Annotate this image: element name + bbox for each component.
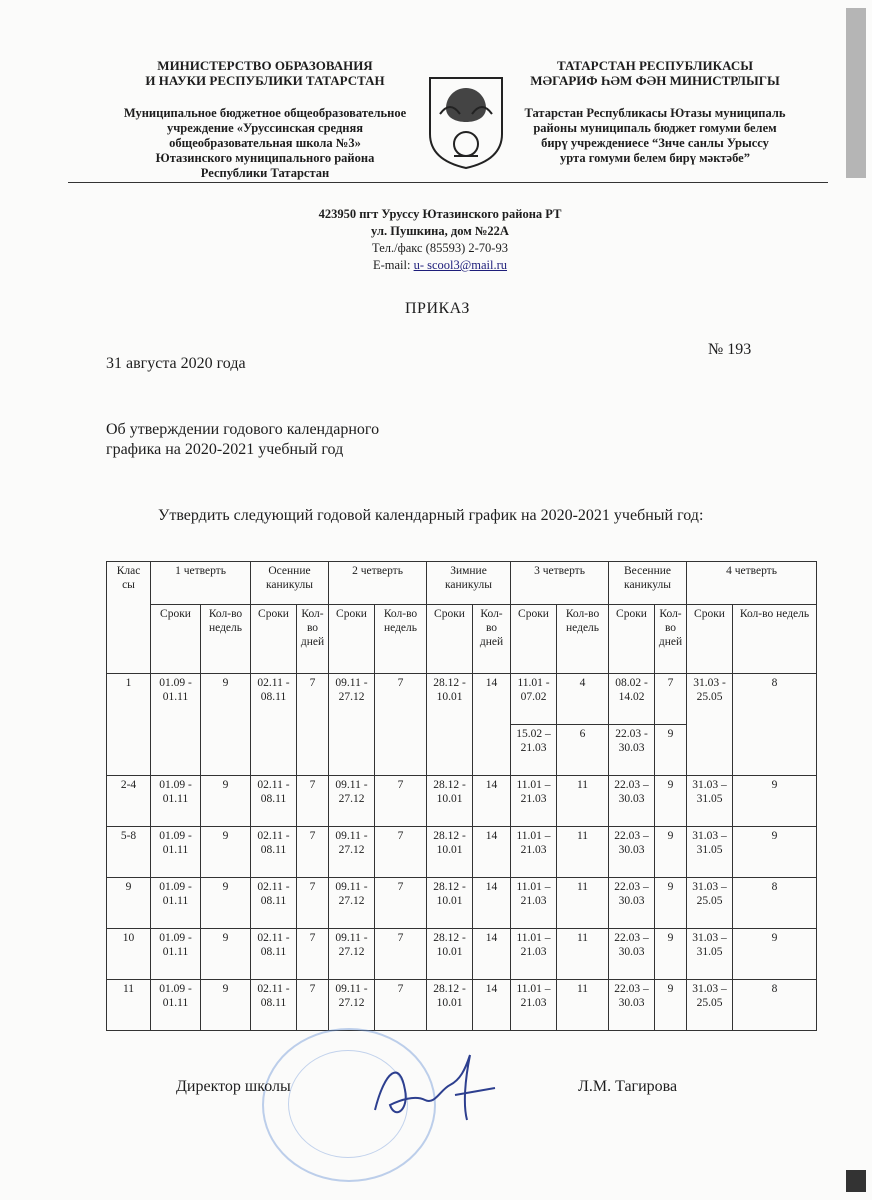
cell-class: 1: [107, 674, 151, 776]
table-row: [107, 674, 817, 725]
ministry-tt-line: ТАТАРСТАН РЕСПУБЛИКАСЫ: [557, 58, 753, 73]
cell-count: 8: [733, 980, 817, 1031]
cell-count: 9: [655, 827, 687, 878]
cell-count: 9: [655, 878, 687, 929]
table-header-row: [107, 562, 817, 605]
document-subject: [106, 420, 379, 460]
col-days: Кол-во дней: [297, 605, 329, 674]
col-term: Сроки: [427, 605, 473, 674]
cell-term: 09.11 - 27.12: [329, 776, 375, 827]
cell-count: 9: [201, 776, 251, 827]
school-tt-line: районы муниципаль бюджет гомуми белем: [533, 121, 777, 135]
table-row: [107, 776, 817, 827]
director-name: Л.М. Тагирова: [578, 1078, 678, 1095]
cell-count: 9: [733, 929, 817, 980]
table-subheader-row: [107, 605, 817, 674]
cell-term: 01.09 - 01.11: [151, 827, 201, 878]
director-label: Директор школы: [176, 1078, 291, 1095]
cell-count: 11: [557, 878, 609, 929]
cell-count: 7: [375, 980, 427, 1031]
col-weeks: Кол-во недель: [201, 605, 251, 674]
cell-term: 11.01 - 07.02: [511, 674, 557, 725]
cell-count: 9: [201, 878, 251, 929]
cell-term: 15.02 – 21.03: [511, 725, 557, 776]
col-days: Кол-во дней: [473, 605, 511, 674]
cell-term: 02.11 - 08.11: [251, 980, 297, 1031]
cell-term: 31.03 – 25.05: [687, 980, 733, 1031]
cell-term: 09.11 - 27.12: [329, 980, 375, 1031]
col-group-q3: 3 четверть: [511, 562, 609, 605]
cell-count: 7: [375, 929, 427, 980]
col-weeks: Кол-во недель: [733, 605, 817, 674]
cell-term: 22.03 – 30.03: [609, 827, 655, 878]
header-left: [100, 58, 430, 181]
cell-count: 7: [297, 980, 329, 1031]
cell-count: 7: [375, 827, 427, 878]
document-number: № 193: [708, 341, 752, 358]
cell-count: 9: [655, 725, 687, 776]
cell-term: 22.03 – 30.03: [609, 776, 655, 827]
email-link[interactable]: u- scool3@mail.ru: [413, 258, 508, 272]
col-term: Сроки: [251, 605, 297, 674]
cell-class: 11: [107, 980, 151, 1031]
cell-term: 31.03 – 25.05: [687, 878, 733, 929]
cell-term: 02.11 - 08.11: [251, 674, 297, 776]
cell-term: 01.09 - 01.11: [151, 929, 201, 980]
school-ru-line: Республики Татарстан: [200, 166, 330, 180]
cell-class: 10: [107, 929, 151, 980]
cell-count: 11: [557, 929, 609, 980]
cell-term: 11.01 – 21.03: [511, 980, 557, 1031]
cell-term: 28.12 - 10.01: [427, 878, 473, 929]
cell-term: 01.09 - 01.11: [151, 776, 201, 827]
school-tt-line: бирү учреждениесе “Знче санлы Урыссу: [541, 136, 769, 150]
cell-term: 11.01 – 21.03: [511, 878, 557, 929]
cell-count: 7: [297, 776, 329, 827]
cell-term: 11.01 – 21.03: [511, 827, 557, 878]
cell-term: 22.03 – 30.03: [609, 929, 655, 980]
cell-term: 09.11 - 27.12: [329, 827, 375, 878]
cell-term: 02.11 - 08.11: [251, 929, 297, 980]
document-title: ПРИКАЗ: [405, 300, 470, 317]
col-term: Сроки: [511, 605, 557, 674]
cell-count: 7: [375, 776, 427, 827]
cell-count: 11: [557, 980, 609, 1031]
address-block: [290, 206, 590, 274]
cell-count: 9: [733, 776, 817, 827]
header-divider: [68, 182, 828, 183]
cell-count: 7: [297, 827, 329, 878]
cell-count: 14: [473, 980, 511, 1031]
cell-term: 01.09 - 01.11: [151, 674, 201, 776]
cell-term: 28.12 - 10.01: [427, 674, 473, 776]
cell-term: 02.11 - 08.11: [251, 776, 297, 827]
col-group-autumn: Осенние каникулы: [251, 562, 329, 605]
header-right: [490, 58, 820, 166]
cell-class: 5-8: [107, 827, 151, 878]
cell-count: 4: [557, 674, 609, 725]
cell-count: 7: [297, 929, 329, 980]
cell-term: 28.12 - 10.01: [427, 929, 473, 980]
cell-class: 2-4: [107, 776, 151, 827]
cell-term: 22.03 - 30.03: [609, 725, 655, 776]
cell-term: 31.03 – 31.05: [687, 776, 733, 827]
scan-artifact: [846, 1170, 866, 1192]
school-tt-line: урта гомуми белем бирү мәктәбе”: [560, 151, 750, 165]
col-group-winter: Зимние каникулы: [427, 562, 511, 605]
cell-term: 09.11 - 27.12: [329, 878, 375, 929]
cell-count: 8: [733, 878, 817, 929]
cell-count: 11: [557, 776, 609, 827]
table-row: [107, 878, 817, 929]
email-label: E-mail:: [372, 258, 414, 272]
subject-line: Об утверждении годового календарного: [106, 421, 380, 438]
col-days: Кол-во дней: [655, 605, 687, 674]
ministry-ru: [100, 58, 430, 88]
email-line: [290, 257, 590, 274]
director-signature: [355, 1050, 505, 1130]
cell-count: 9: [201, 929, 251, 980]
cell-count: 9: [655, 980, 687, 1031]
cell-count: 7: [297, 674, 329, 776]
cell-count: 11: [557, 827, 609, 878]
cell-term: 31.03 – 31.05: [687, 929, 733, 980]
cell-term: 28.12 - 10.01: [427, 980, 473, 1031]
col-group-q2: 2 четверть: [329, 562, 427, 605]
school-tt-line: Татарстан Республикасы Ютазы муниципаль: [524, 106, 786, 120]
cell-term: 02.11 - 08.11: [251, 878, 297, 929]
table-row: [107, 827, 817, 878]
cell-count: 9: [655, 776, 687, 827]
ministry-tt: [490, 58, 820, 88]
col-term: Сроки: [151, 605, 201, 674]
cell-term: 02.11 - 08.11: [251, 827, 297, 878]
col-group-q1: 1 четверть: [151, 562, 251, 605]
cell-count: 9: [201, 980, 251, 1031]
cell-count: 9: [655, 929, 687, 980]
address-line: ул. Пушкина, дом №22А: [371, 224, 509, 238]
col-classes: Клас сы: [107, 562, 151, 674]
cell-count: 7: [375, 878, 427, 929]
cell-class: 9: [107, 878, 151, 929]
cell-term: 09.11 - 27.12: [329, 929, 375, 980]
cell-count: 9: [201, 674, 251, 776]
table-row: [107, 980, 817, 1031]
school-ru-line: Муниципальное бюджетное общеобразовательное: [123, 106, 407, 120]
schedule-table: [106, 561, 817, 1031]
cell-term: 28.12 - 10.01: [427, 827, 473, 878]
cell-term: 31.03 - 25.05: [687, 674, 733, 776]
cell-count: 14: [473, 674, 511, 776]
cell-count: 8: [733, 674, 817, 776]
school-ru-line: учреждение «Уруссинская средняя: [167, 121, 363, 135]
address-line: 423950 пгт Уруссу Ютазинского района РТ: [318, 207, 562, 221]
cell-count: 14: [473, 878, 511, 929]
cell-count: 7: [655, 674, 687, 725]
col-term: Сроки: [687, 605, 733, 674]
cell-count: 14: [473, 827, 511, 878]
phone: Тел./факс (85593) 2-70-93: [372, 241, 508, 255]
cell-count: 6: [557, 725, 609, 776]
scan-artifact: [846, 8, 866, 178]
school-name-tt: [490, 106, 820, 166]
cell-term: 01.09 - 01.11: [151, 980, 201, 1031]
cell-term: 09.11 - 27.12: [329, 674, 375, 776]
cell-count: 9: [201, 827, 251, 878]
cell-term: 11.01 – 21.03: [511, 776, 557, 827]
cell-term: 01.09 - 01.11: [151, 878, 201, 929]
col-group-spring: Весенние каникулы: [609, 562, 687, 605]
document-body: Утвердить следующий годовой календарный график на 2020-2021 учебный год:: [158, 507, 704, 524]
school-ru-line: Ютазинского муниципального района: [155, 151, 375, 165]
ministry-tt-line: МӘГАРИФ ҺӘМ ФӘН МИНИСТРЛЫГЫ: [530, 73, 780, 88]
ministry-ru-line: И НАУКИ РЕСПУБЛИКИ ТАТАРСТАН: [145, 73, 385, 88]
cell-count: 14: [473, 776, 511, 827]
cell-term: 31.03 – 31.05: [687, 827, 733, 878]
table-row: [107, 929, 817, 980]
cell-count: 7: [297, 878, 329, 929]
col-weeks: Кол-во недель: [557, 605, 609, 674]
ministry-ru-line: МИНИСТЕРСТВО ОБРАЗОВАНИЯ: [157, 58, 373, 73]
cell-count: 14: [473, 929, 511, 980]
school-ru-line: общеобразовательная школа №3»: [169, 136, 361, 150]
col-term: Сроки: [329, 605, 375, 674]
cell-term: 08.02 - 14.02: [609, 674, 655, 725]
cell-term: 22.03 – 30.03: [609, 878, 655, 929]
cell-count: 9: [733, 827, 817, 878]
document-date: 31 августа 2020 года: [106, 355, 246, 372]
col-weeks: Кол-во недель: [375, 605, 427, 674]
col-group-q4: 4 четверть: [687, 562, 817, 605]
cell-term: 11.01 – 21.03: [511, 929, 557, 980]
school-name-ru: [100, 106, 430, 181]
cell-term: 22.03 – 30.03: [609, 980, 655, 1031]
cell-count: 7: [375, 674, 427, 776]
subject-line: графика на 2020-2021 учебный год: [106, 441, 344, 458]
col-term: Сроки: [609, 605, 655, 674]
cell-term: 28.12 - 10.01: [427, 776, 473, 827]
